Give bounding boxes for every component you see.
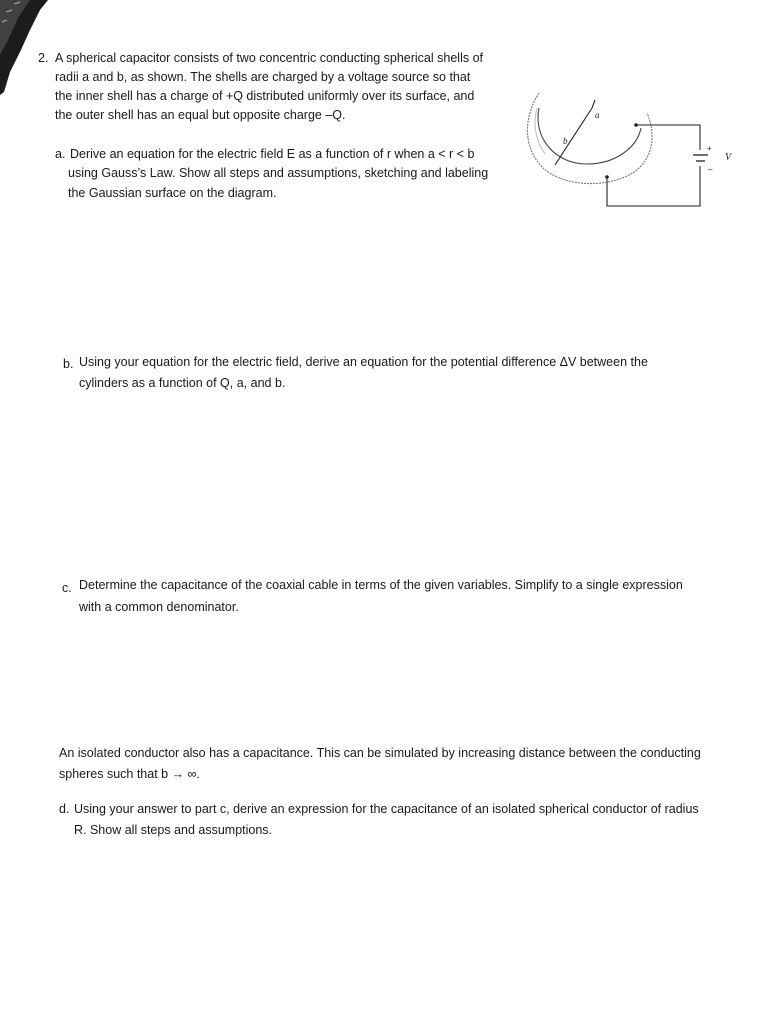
intro-line: the inner shell has a charge of +Q distributed uniformly over its surface, and [55,89,475,103]
inner-shell [538,108,641,164]
part-d-label: d. [59,802,70,816]
wire-bottom [607,166,700,206]
intro-line: the outer shell has an equal but opposite charge –Q. [55,108,346,122]
part-b-line: cylinders as a function of Q, a, and b. [79,376,286,390]
battery-plus: + [707,144,712,153]
isolated-line: spheres such that b → ∞. [59,767,200,781]
part-b-line: Using your equation for the electric field, derive an equation for the potential difference ΔV between the [79,355,648,369]
battery-minus: – [708,165,713,174]
question-number: 2. [38,51,49,65]
radius-b-line [555,108,592,165]
part-c-line: Determine the capacitance of the coaxial cable in terms of the given variables. Simplify to a single expression [79,578,683,592]
label-v: V [725,152,732,163]
outer-contact [605,175,609,179]
part-c-line: with a common denominator. [79,600,239,614]
outer-shell [527,93,652,184]
part-a-label: a. [55,147,66,161]
radius-a-line [592,100,595,108]
part-d-line: R. Show all steps and assumptions. [74,823,273,837]
label-b: b [563,136,568,146]
capacitor-diagram [515,78,745,213]
isolated-line: An isolated conductor also has a capacitance. This can be simulated by increasing distance between the conducting [59,746,701,760]
part-a-line: the Gaussian surface on the diagram. [68,186,277,200]
part-d-line: Using your answer to part c, derive an expression for the capacitance of an isolated spherical conductor of radius [74,802,699,816]
part-c-label: c. [62,581,72,595]
intro-line: radii a and b, as shown. The shells are charged by a voltage source so that [55,70,471,84]
page-corner-mark [0,0,50,95]
part-b-label: b. [63,357,74,371]
part-a-line: using Gauss’s Law. Show all steps and assumptions, sketching and labeling [68,166,489,180]
part-a-line: Derive an equation for the electric field E as a function of r when a < r < b [70,147,475,161]
intro-line: A spherical capacitor consists of two concentric conducting spherical shells of [55,51,483,65]
wire-top [636,125,700,150]
label-a: a [595,110,600,120]
